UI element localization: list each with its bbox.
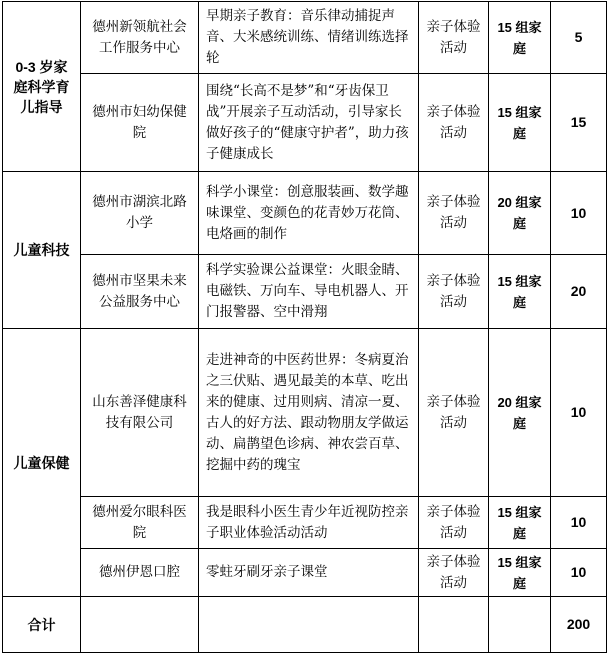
scale-cell: 15 组家庭 — [489, 255, 551, 329]
category-cell: 儿童保健 — [3, 329, 81, 597]
scale-cell: 15 组家庭 — [489, 497, 551, 549]
type-cell: 亲子体验活动 — [419, 549, 489, 597]
scale-cell: 15 组家庭 — [489, 74, 551, 172]
scale-cell: 20 组家庭 — [489, 172, 551, 255]
content-cell: 走进神奇的中医药世界：冬病夏治之三伏贴、遇见最美的本草、吃出来的健康、过用则病、清凉一夏、古人的好方法、跟动物朋友学做运动、扁鹊望色诊病、神农尝百草、挖掘中药的瑰宝 — [199, 329, 419, 497]
total-count: 200 — [551, 597, 607, 653]
unit-cell: 山东善泽健康科技有限公司 — [81, 329, 199, 497]
empty-cell — [81, 597, 199, 653]
content-cell: 科学实验课公益课堂：火眼金睛、电磁铁、万向车、导电机器人、开门报警器、空中滑翔 — [199, 255, 419, 329]
content-cell: 我是眼科小医生青少年近视防控亲子职业体验活动活动 — [199, 497, 419, 549]
total-row — [3, 597, 607, 653]
count-cell: 10 — [551, 497, 607, 549]
content-cell: 早期亲子教育：音乐律动捕捉声音、大米感统训练、情绪训练选择轮 — [199, 2, 419, 74]
scale-cell: 15 组家庭 — [489, 2, 551, 74]
table-row — [3, 255, 607, 329]
unit-cell: 德州爱尔眼科医院 — [81, 497, 199, 549]
count-cell: 15 — [551, 74, 607, 172]
unit-cell: 德州市坚果未来公益服务中心 — [81, 255, 199, 329]
type-cell: 亲子体验活动 — [419, 2, 489, 74]
empty-cell — [419, 597, 489, 653]
type-cell: 亲子体验活动 — [419, 497, 489, 549]
count-cell: 10 — [551, 172, 607, 255]
table-row — [3, 2, 607, 74]
content-cell: 科学小课堂：创意服装画、数学趣味课堂、变颜色的花青妙万花筒、电烙画的制作 — [199, 172, 419, 255]
scale-cell: 15 组家庭 — [489, 549, 551, 597]
category-cell: 儿童科技 — [3, 172, 81, 329]
table-row — [3, 172, 607, 255]
type-cell: 亲子体验活动 — [419, 255, 489, 329]
scale-cell: 20 组家庭 — [489, 329, 551, 497]
count-cell: 10 — [551, 329, 607, 497]
table-row — [3, 549, 607, 597]
content-cell: 围绕“长高不是梦”和“牙齿保卫战”开展亲子互动活动，引导家长做好孩子的“健康守护者”，助力孩子健康成长 — [199, 74, 419, 172]
unit-cell: 德州新领航社会工作服务中心 — [81, 2, 199, 74]
activity-table — [2, 1, 607, 653]
unit-cell: 德州市湖滨北路小学 — [81, 172, 199, 255]
count-cell: 5 — [551, 2, 607, 74]
type-cell: 亲子体验活动 — [419, 329, 489, 497]
total-label: 合计 — [3, 597, 81, 653]
table-row — [3, 329, 607, 497]
table-row — [3, 74, 607, 172]
type-cell: 亲子体验活动 — [419, 172, 489, 255]
empty-cell — [199, 597, 419, 653]
count-cell: 10 — [551, 549, 607, 597]
type-cell: 亲子体验活动 — [419, 74, 489, 172]
category-cell: 0-3 岁家庭科学育儿指导 — [3, 2, 81, 172]
content-cell: 零蛀牙刷牙亲子课堂 — [199, 549, 419, 597]
empty-cell — [489, 597, 551, 653]
count-cell: 20 — [551, 255, 607, 329]
table-row — [3, 497, 607, 549]
unit-cell: 德州市妇幼保健院 — [81, 74, 199, 172]
unit-cell: 德州伊恩口腔 — [81, 549, 199, 597]
